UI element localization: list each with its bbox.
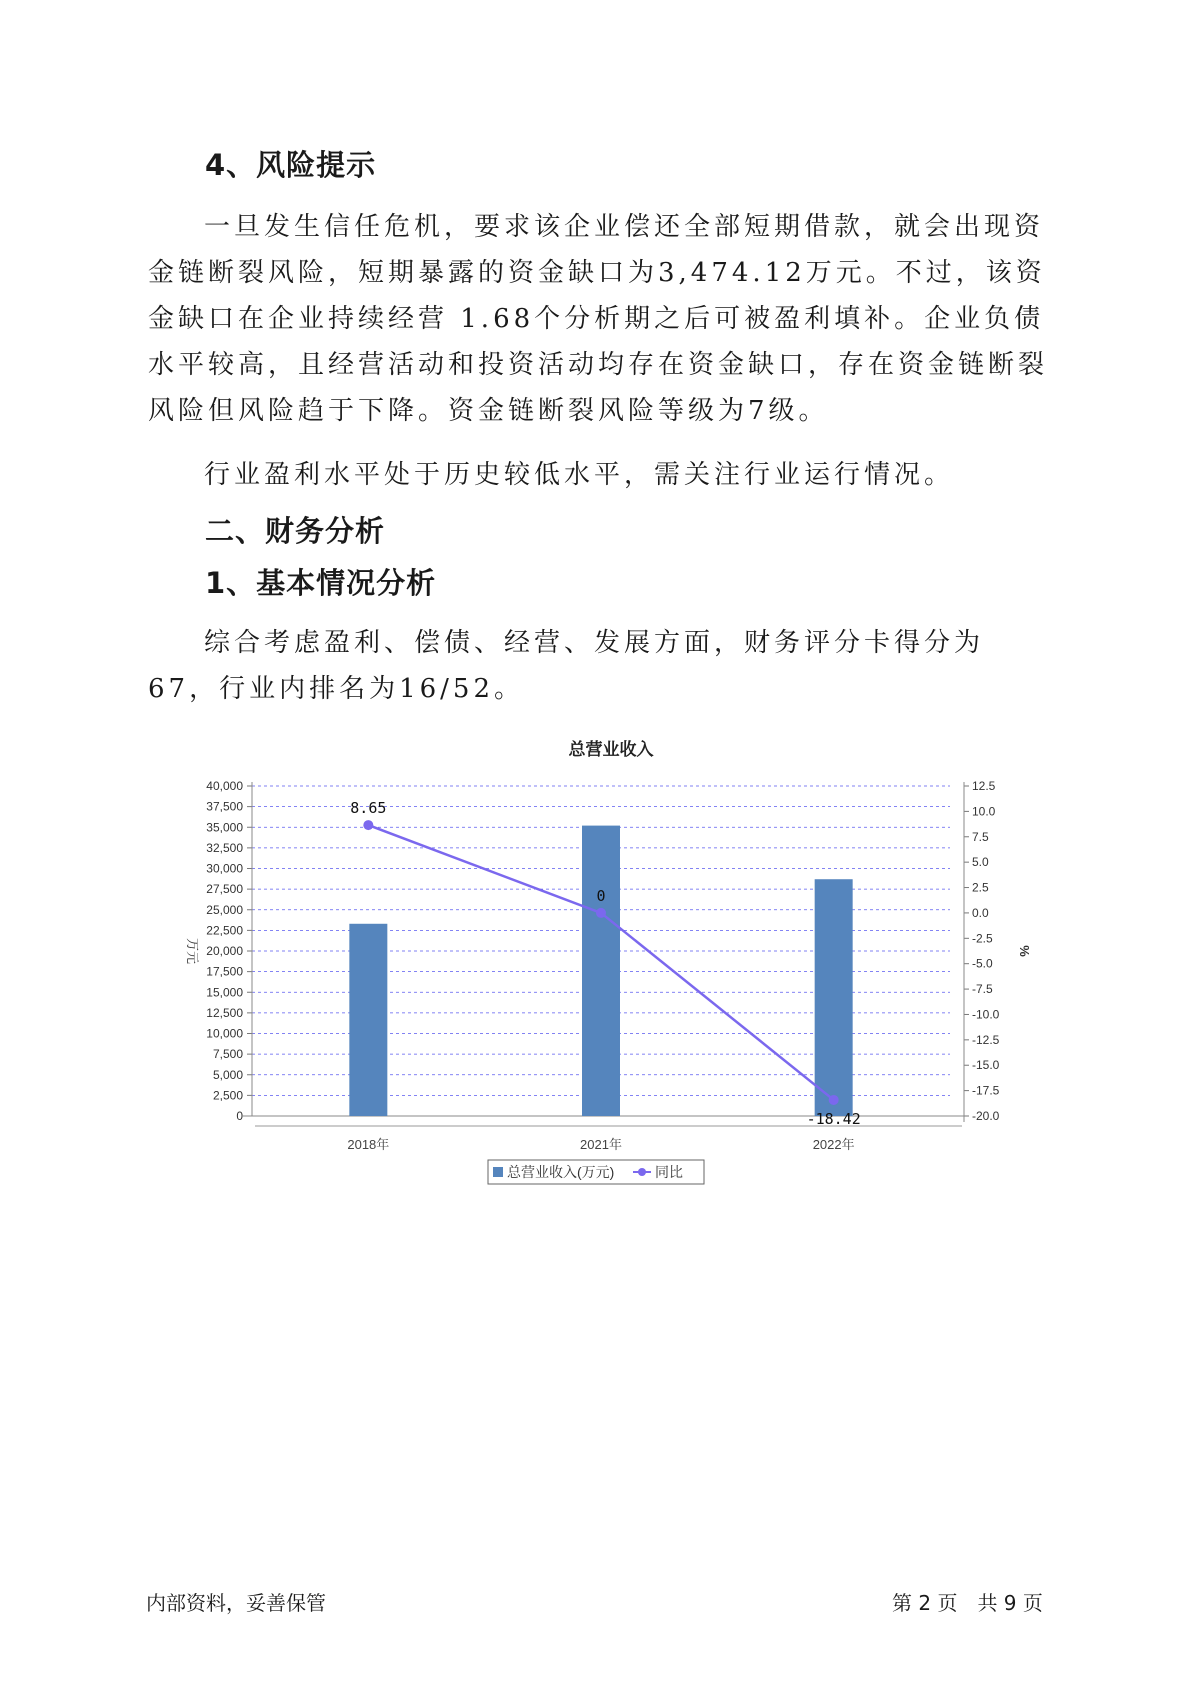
- yoy-data-label: -18.42: [806, 1109, 861, 1128]
- y-axis-label: 万元: [185, 937, 200, 965]
- y-tick-label: 10,000: [206, 1026, 243, 1041]
- yoy-point: [829, 1095, 839, 1105]
- y2-tick-label: -12.5: [972, 1032, 1000, 1047]
- y2-tick-label: -2.5: [972, 931, 993, 946]
- yoy-data-label: 0: [596, 886, 606, 905]
- y-tick-label: 17,500: [206, 964, 243, 979]
- y-tick-label: 20,000: [206, 944, 243, 958]
- y2-tick-label: 5.0: [972, 855, 989, 870]
- footer-confidential: 内部资料，妥善保管: [146, 1591, 326, 1615]
- y-tick-label: 27,500: [206, 882, 243, 897]
- basic-analysis-heading: 1、基本情况分析: [205, 566, 437, 600]
- y2-tick-label: -10.0: [972, 1007, 1000, 1022]
- y2-tick-label: -20.0: [972, 1109, 1000, 1123]
- y-tick-label: 40,000: [206, 779, 243, 793]
- y-tick-label: 5,000: [212, 1067, 243, 1082]
- y2-tick-label: -15.0: [972, 1058, 1000, 1073]
- finance-heading: 二、财务分析: [205, 514, 386, 548]
- revenue-chart: [170, 730, 1040, 1190]
- y-tick-label: 15,000: [206, 985, 243, 1000]
- y2-tick-label: -5.0: [972, 956, 993, 971]
- revenue-bar: [815, 879, 853, 1116]
- y2-tick-label: -7.5: [972, 982, 993, 997]
- yoy-point: [363, 820, 373, 830]
- x-tick-label: 2018年: [347, 1137, 390, 1152]
- y2-tick-label: 12.5: [972, 779, 996, 793]
- y-tick-label: 25,000: [206, 902, 243, 917]
- risk-paragraph-1: 一旦发生信任危机，要求该企业偿还全部短期借款，就会出现资金链断裂风险，短期暴露的资金缺口为3,474.12万元。不过，该资金缺口在企业持续经营 1.68个分析期之后可被盈利填补。企业负债水平较高，且经营活动和投资活动均存在资金缺口，存在资金链断裂风险但风险趋于下降。资金链断裂风险等级为7级。: [148, 212, 1049, 426]
- risk-paragraph-2: 行业盈利水平处于历史较低水平，需关注行业运行情况。: [204, 460, 955, 490]
- legend-bar-swatch: [493, 1167, 503, 1177]
- footer-page-number: 第 2 页 共 9 页: [892, 1591, 1043, 1615]
- y-tick-label: 32,500: [206, 840, 243, 855]
- y-tick-label: 7,500: [212, 1047, 243, 1062]
- x-tick-label: 2022年: [812, 1137, 855, 1152]
- y-tick-label: 0: [236, 1109, 243, 1123]
- risk-heading: 4、风险提示: [205, 148, 377, 182]
- chart-title: 总营业收入: [568, 740, 654, 759]
- legend-line-label: 同比: [655, 1164, 683, 1180]
- y2-tick-label: 7.5: [972, 829, 989, 844]
- legend-line-marker: [638, 1168, 646, 1176]
- legend-bar-label: 总营业收入(万元): [507, 1164, 615, 1180]
- y2-tick-label: 0.0: [972, 905, 989, 920]
- revenue-bar: [349, 924, 387, 1116]
- y-tick-label: 30,000: [206, 861, 243, 876]
- yoy-data-label: 8.65: [350, 799, 387, 818]
- y-tick-label: 37,500: [206, 799, 243, 814]
- yoy-point: [596, 908, 606, 918]
- y-tick-label: 22,500: [206, 923, 243, 938]
- y2-tick-label: 10.0: [972, 804, 996, 819]
- y-tick-label: 35,000: [206, 820, 243, 835]
- revenue-bar: [582, 826, 620, 1116]
- basic-analysis-paragraph: 综合考虑盈利、偿债、经营、发展方面，财务评分卡得分为67，行业内排名为16/52。: [148, 628, 985, 704]
- y2-tick-label: 2.5: [972, 880, 989, 895]
- x-tick-label: 2021年: [580, 1137, 622, 1152]
- y-tick-label: 2,500: [212, 1088, 243, 1103]
- y2-axis-label: %: [1017, 945, 1032, 957]
- y2-tick-label: -17.5: [972, 1083, 1000, 1098]
- y-tick-label: 12,500: [206, 1005, 243, 1020]
